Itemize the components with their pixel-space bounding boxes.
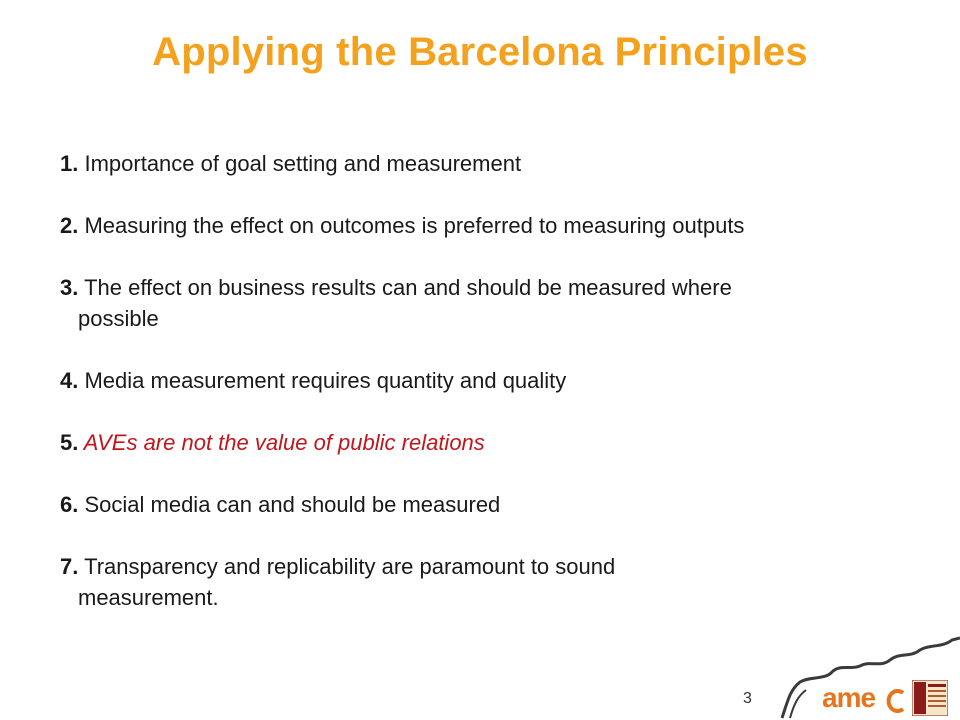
- page-number: 3: [743, 690, 752, 707]
- principle-text-continued: measurement.: [78, 585, 219, 610]
- principle-number: 2.: [60, 213, 79, 238]
- principle-item: [60, 148, 910, 179]
- principle-text: Media measurement requires quantity and quality: [78, 368, 567, 393]
- principle-item: [60, 489, 910, 520]
- principle-number: 5.: [60, 430, 79, 455]
- slide-title: Applying the Barcelona Principles: [152, 30, 808, 74]
- principle-number: 3.: [60, 275, 79, 300]
- principle-item: [60, 551, 910, 613]
- principle-text: Importance of goal setting and measurement: [78, 151, 522, 176]
- principles-list: [60, 148, 910, 644]
- principle-number: 6.: [60, 492, 79, 517]
- principle-text: AVEs are not the value of public relations: [78, 430, 485, 455]
- principle-item: [60, 272, 910, 334]
- principle-text: The effect on business results can and should be measured where: [78, 275, 732, 300]
- principle-item-highlighted: [60, 427, 910, 458]
- principle-text: Measuring the effect on outcomes is preferred to measuring outputs: [78, 213, 745, 238]
- amec-logo-text: ame: [822, 682, 876, 713]
- principle-text-continued: possible: [78, 306, 159, 331]
- principle-text: Social media can and should be measured: [78, 492, 501, 517]
- principle-item: [60, 365, 910, 396]
- principle-number: 4.: [60, 368, 79, 393]
- amec-c-icon: [885, 688, 907, 714]
- principle-number: 1.: [60, 151, 79, 176]
- ipr-logo-icon: [912, 680, 948, 716]
- amec-logo: [822, 682, 875, 714]
- principle-item: [60, 210, 910, 241]
- principle-number: 7.: [60, 554, 79, 579]
- principle-text: Transparency and replicability are paramount to sound: [78, 554, 616, 579]
